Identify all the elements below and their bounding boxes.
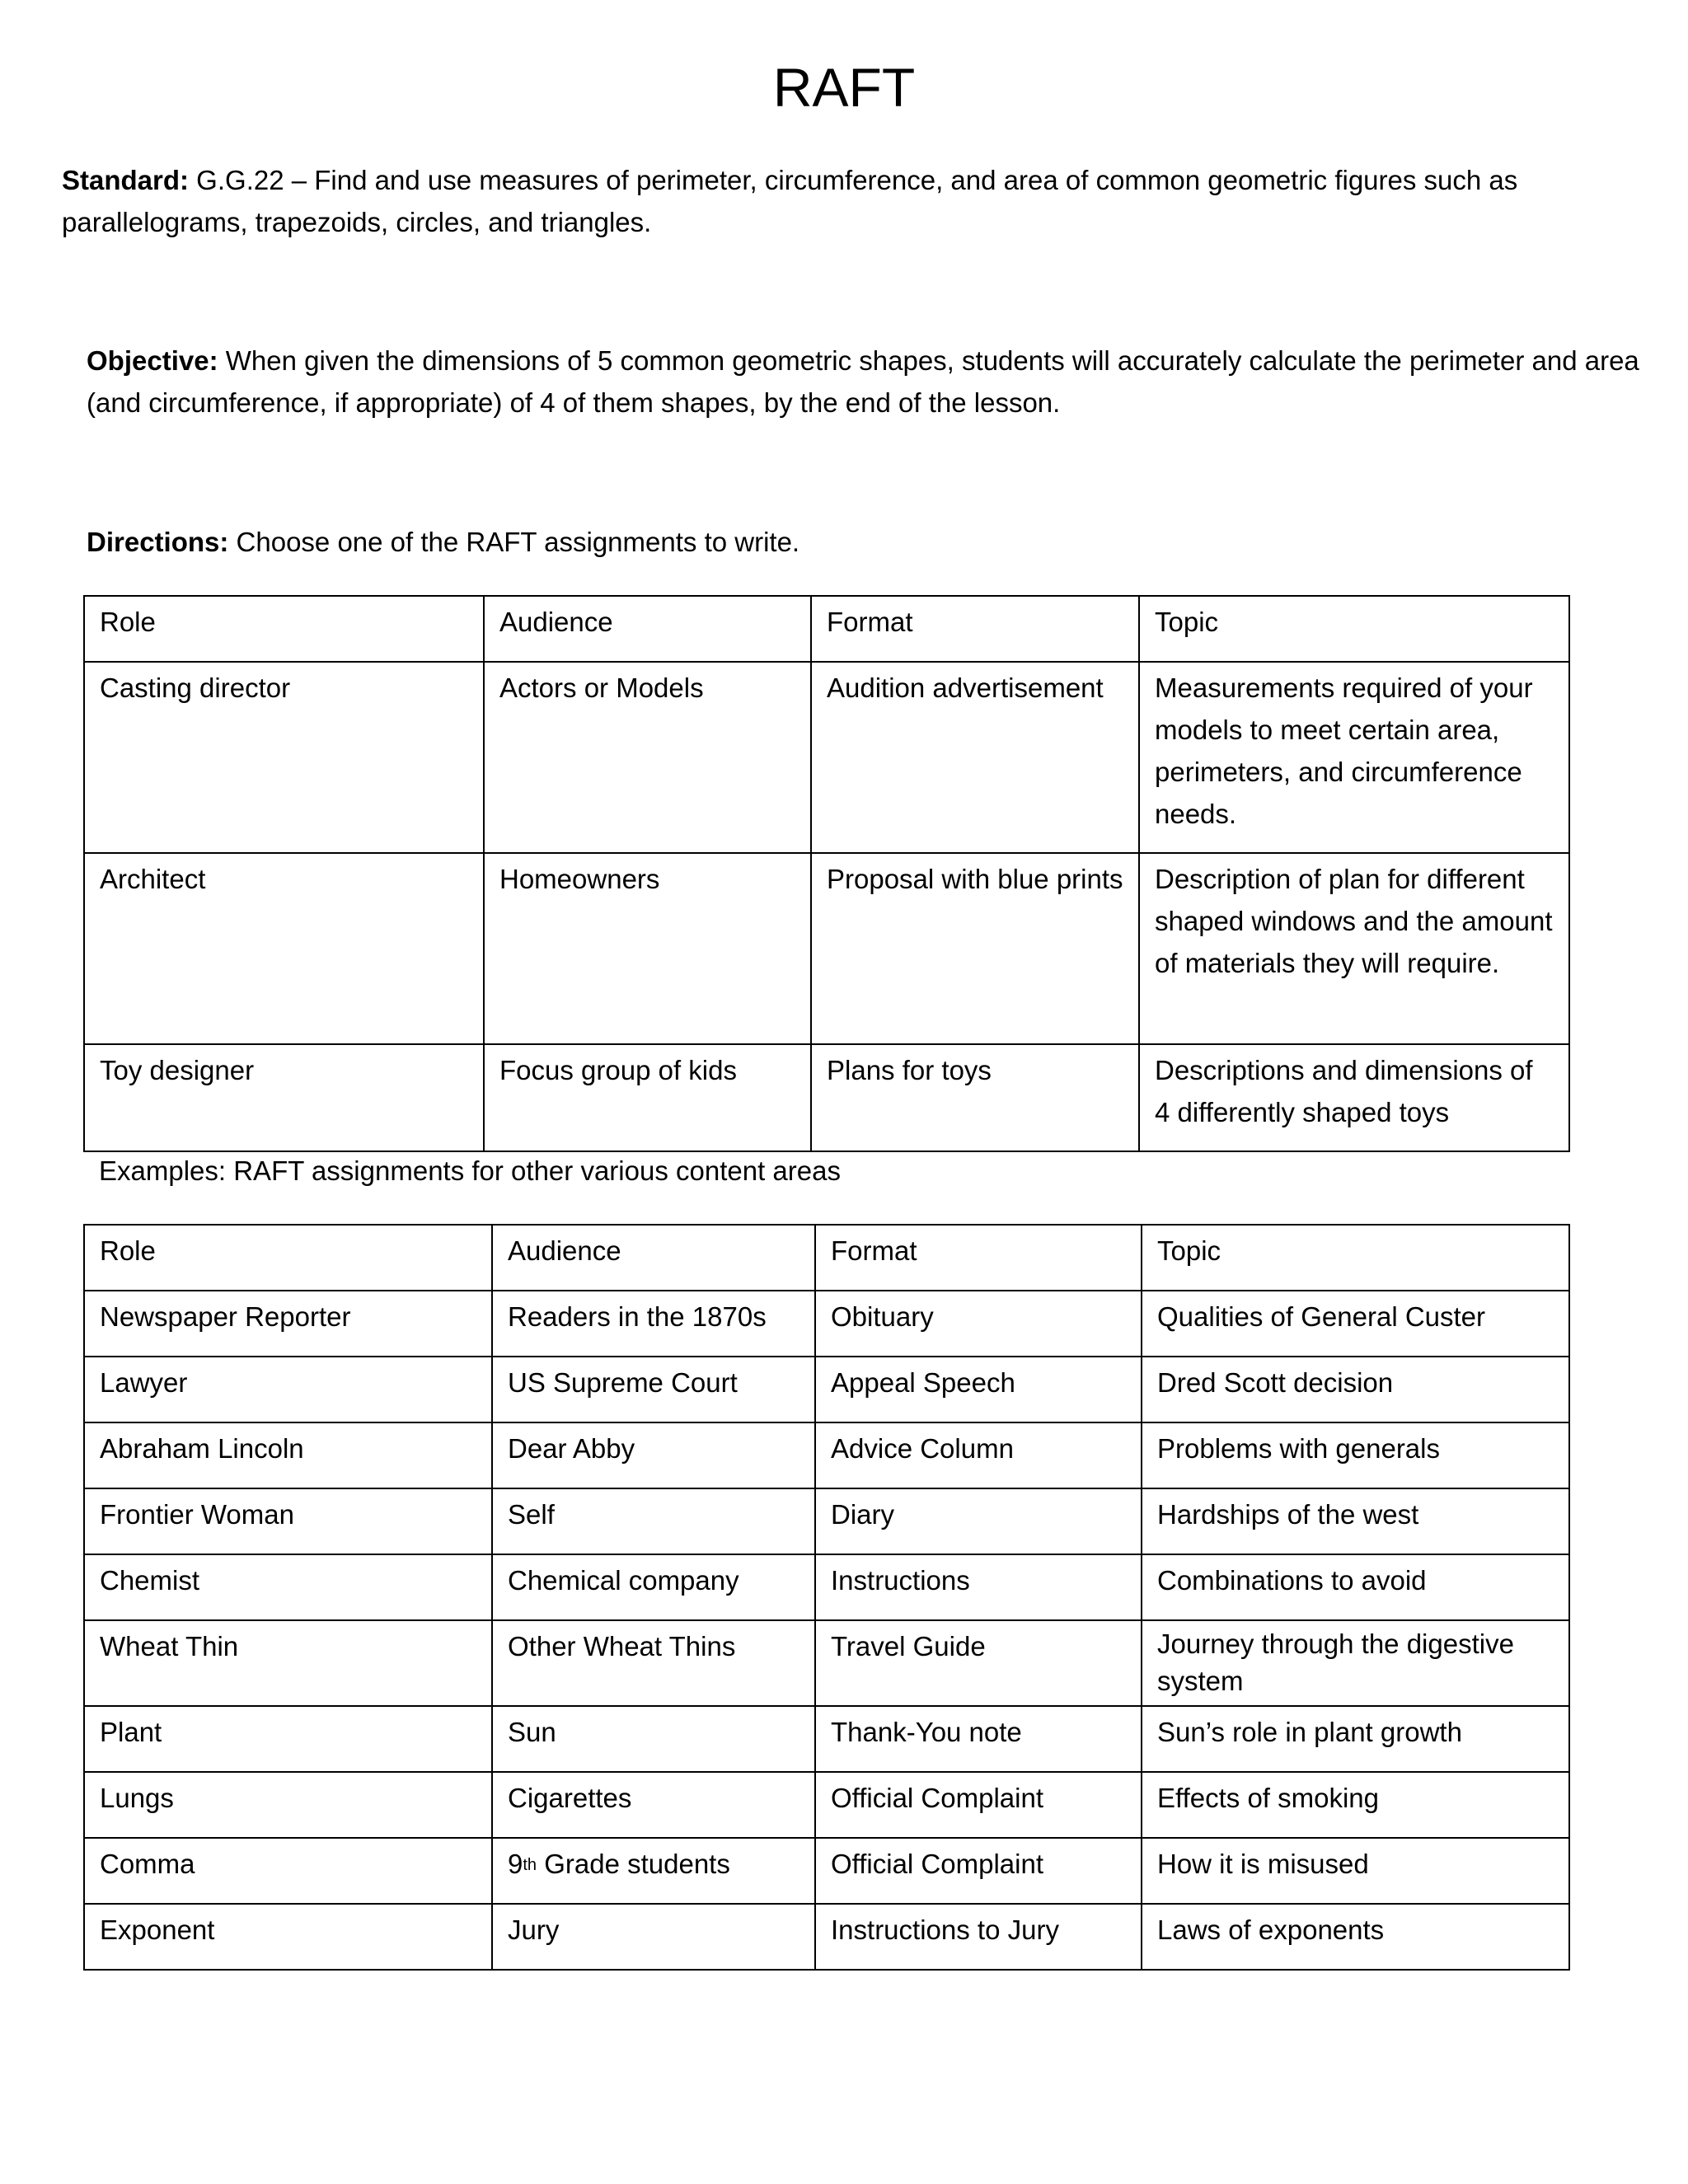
header-role: Role — [84, 1225, 492, 1291]
cell-topic: Journey through the digestive system — [1142, 1620, 1569, 1706]
objective-label: Objective: — [87, 345, 218, 376]
table-row — [84, 1620, 1569, 1706]
cell-topic: Qualities of General Custer — [1142, 1291, 1569, 1357]
cell-role: Exponent — [84, 1904, 492, 1970]
header-topic: Topic — [1139, 596, 1569, 662]
cell-format: Appeal Speech — [815, 1357, 1142, 1422]
grade-number: 9 — [508, 1849, 523, 1879]
cell-audience: Sun — [492, 1706, 815, 1772]
examples-table — [83, 1224, 1570, 1971]
ordinal-suffix: th — [523, 1856, 537, 1874]
cell-format: Official Complaint — [815, 1838, 1142, 1904]
cell-format: Official Complaint — [815, 1772, 1142, 1838]
table-header-row — [84, 1225, 1569, 1291]
raft-assignments-table — [83, 595, 1570, 1152]
cell-topic: Hardships of the west — [1142, 1488, 1569, 1554]
cell-format: Travel Guide — [815, 1620, 1142, 1706]
cell-role: Chemist — [84, 1554, 492, 1620]
standard-text: G.G.22 – Find and use measures of perimeter, circumference, and area of common geometric figures such as parallelograms, trapezoids, circles, and triangles. — [62, 165, 1518, 237]
cell-topic: Combinations to avoid — [1142, 1554, 1569, 1620]
objective-paragraph — [87, 340, 1677, 424]
cell-format: Diary — [815, 1488, 1142, 1554]
header-audience: Audience — [484, 596, 811, 662]
cell-format: Proposal with blue prints — [811, 853, 1139, 1044]
cell-role: Abraham Lincoln — [84, 1422, 492, 1488]
cell-format: Instructions — [815, 1554, 1142, 1620]
cell-audience: Focus group of kids — [484, 1044, 811, 1151]
cell-format: Advice Column — [815, 1422, 1142, 1488]
cell-format: Plans for toys — [811, 1044, 1139, 1151]
table-row — [84, 1554, 1569, 1620]
directions-label: Directions: — [87, 527, 229, 557]
table-row — [84, 1706, 1569, 1772]
cell-role: Architect — [84, 853, 484, 1044]
cell-audience: US Supreme Court — [492, 1357, 815, 1422]
cell-audience: Other Wheat Thins — [492, 1620, 815, 1706]
cell-topic: Laws of exponents — [1142, 1904, 1569, 1970]
cell-role: Comma — [84, 1838, 492, 1904]
cell-role: Casting director — [84, 662, 484, 853]
cell-audience: Cigarettes — [492, 1772, 815, 1838]
table-row — [84, 1291, 1569, 1357]
header-audience: Audience — [492, 1225, 815, 1291]
cell-topic: Dred Scott decision — [1142, 1357, 1569, 1422]
header-role: Role — [84, 596, 484, 662]
table-row — [84, 853, 1569, 1044]
cell-topic: Description of plan for different shaped windows and the amount of materials they will require. — [1139, 853, 1569, 1044]
cell-audience: Chemical company — [492, 1554, 815, 1620]
cell-audience — [492, 1838, 815, 1904]
header-topic: Topic — [1142, 1225, 1569, 1291]
cell-format: Audition advertisement — [811, 662, 1139, 853]
cell-role: Toy designer — [84, 1044, 484, 1151]
grade-text: Grade students — [537, 1849, 730, 1879]
cell-role: Lungs — [84, 1772, 492, 1838]
table-row — [84, 662, 1569, 853]
cell-audience: Dear Abby — [492, 1422, 815, 1488]
cell-topic: Descriptions and dimensions of 4 differently shaped toys — [1139, 1044, 1569, 1151]
cell-audience: Jury — [492, 1904, 815, 1970]
standard-label: Standard: — [62, 165, 190, 195]
cell-topic: How it is misused — [1142, 1838, 1569, 1904]
header-format: Format — [815, 1225, 1142, 1291]
directions-paragraph — [87, 521, 1570, 563]
cell-topic: Measurements required of your models to meet certain area, perimeters, and circumference needs. — [1139, 662, 1569, 853]
cell-role: Plant — [84, 1706, 492, 1772]
objective-text: When given the dimensions of 5 common geometric shapes, students will accurately calculate the perimeter and area (and circumference, if appropriate) of 4 of them shapes, by the end of the lesson. — [87, 345, 1639, 418]
cell-topic: Problems with generals — [1142, 1422, 1569, 1488]
table-row — [84, 1422, 1569, 1488]
cell-format: Instructions to Jury — [815, 1904, 1142, 1970]
cell-format: Obituary — [815, 1291, 1142, 1357]
header-format: Format — [811, 596, 1139, 662]
standard-paragraph — [62, 159, 1628, 243]
cell-audience: Self — [492, 1488, 815, 1554]
cell-audience: Homeowners — [484, 853, 811, 1044]
cell-audience: Actors or Models — [484, 662, 811, 853]
cell-topic: Effects of smoking — [1142, 1772, 1569, 1838]
table-row — [84, 1838, 1569, 1904]
table-row — [84, 1772, 1569, 1838]
directions-text: Choose one of the RAFT assignments to write. — [228, 527, 800, 557]
cell-audience: Readers in the 1870s — [492, 1291, 815, 1357]
table-row — [84, 1904, 1569, 1970]
table-row — [84, 1357, 1569, 1422]
table-header-row — [84, 596, 1569, 662]
cell-role: Frontier Woman — [84, 1488, 492, 1554]
cell-role: Newspaper Reporter — [84, 1291, 492, 1357]
cell-format: Thank-You note — [815, 1706, 1142, 1772]
cell-role: Lawyer — [84, 1357, 492, 1422]
page-title: RAFT — [772, 57, 916, 118]
cell-role: Wheat Thin — [84, 1620, 492, 1706]
table-row — [84, 1488, 1569, 1554]
table-row — [84, 1044, 1569, 1151]
cell-topic: Sun’s role in plant growth — [1142, 1706, 1569, 1772]
examples-caption: Examples: RAFT assignments for other various content areas — [99, 1155, 841, 1186]
